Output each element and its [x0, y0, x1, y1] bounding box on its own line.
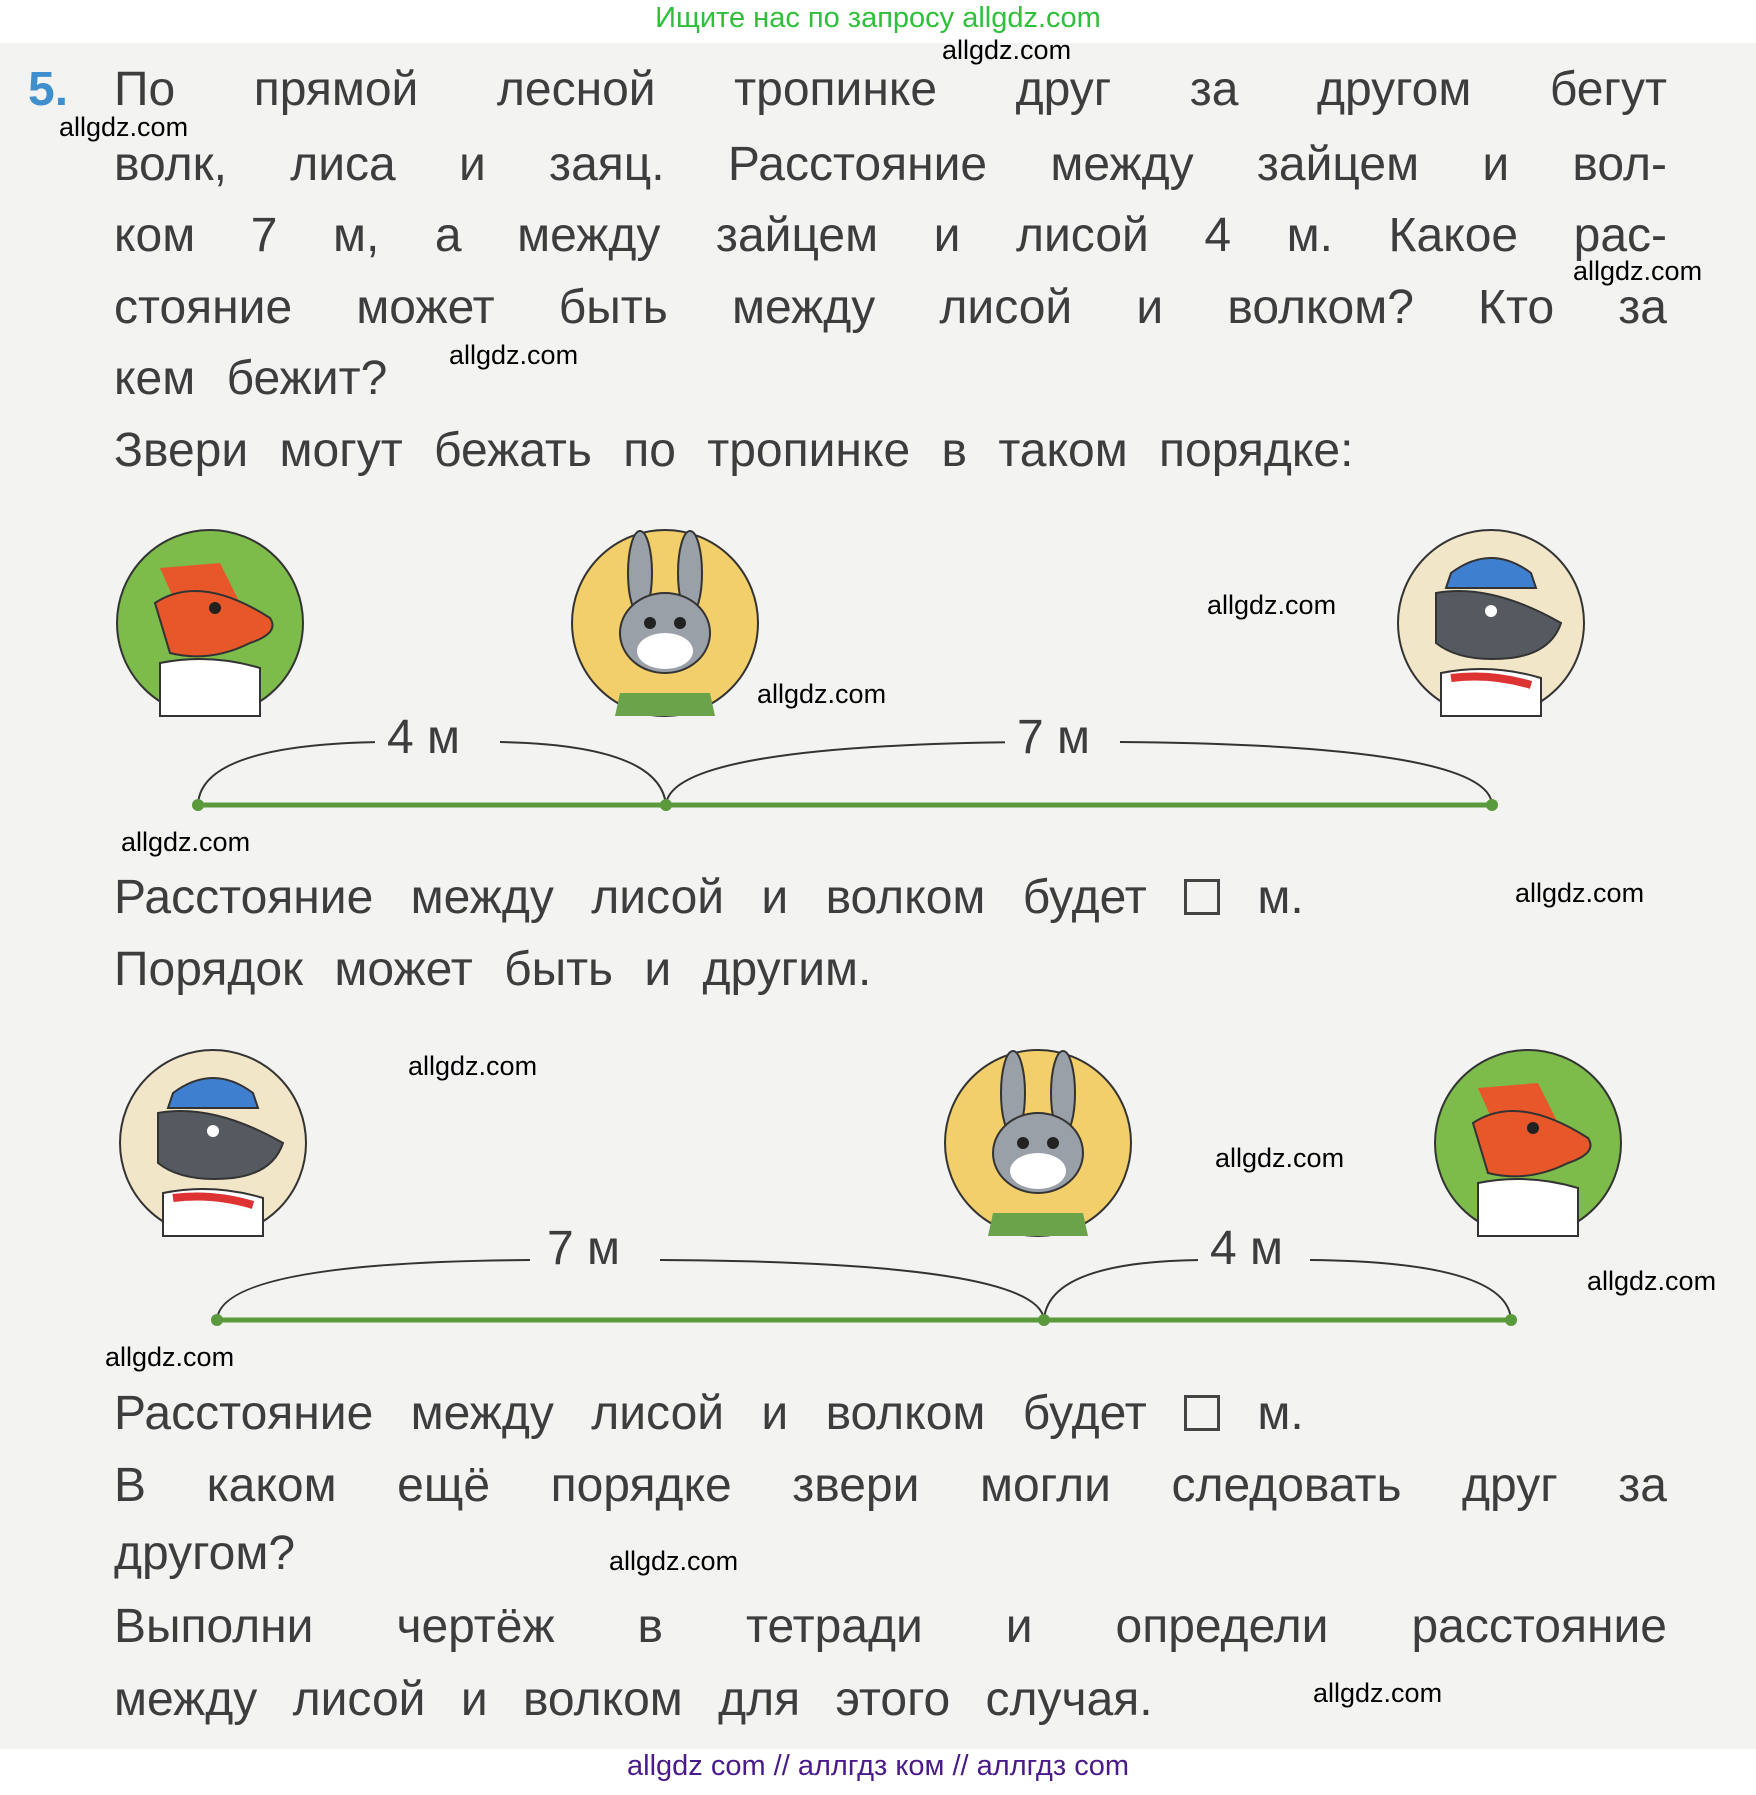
problem-line: волк, лиса и заяц. Расстояние между зайцем и вол-: [114, 138, 1667, 191]
watermark: allgdz.com: [1587, 1266, 1717, 1296]
hare-picture: [945, 1050, 1131, 1236]
problem-line: кем бежит?: [114, 352, 388, 405]
watermark: allgdz.com: [105, 1342, 235, 1372]
distance-label: 4 м: [1198, 1223, 1295, 1275]
distance-label: 4 м: [375, 712, 472, 764]
watermark: allgdz.com: [609, 1546, 739, 1576]
problem-line: стояние может быть между лисой и волком? Кто за: [114, 281, 1667, 334]
answer-text: Расстояние между лисой и волком будет: [114, 1387, 1147, 1440]
other-order-text: Порядок может быть и другим.: [114, 943, 872, 996]
hare-picture: [572, 530, 758, 716]
answer-unit: м.: [1257, 1387, 1304, 1440]
answer-text: Расстояние между лисой и волком будет: [114, 871, 1147, 924]
watermark: allgdz.com: [1313, 1678, 1443, 1708]
answer-unit: м.: [1257, 871, 1304, 924]
task-number: 5.: [28, 63, 69, 116]
watermark: allgdz.com: [449, 340, 579, 370]
question-line: между лисой и волком для этого случая.: [114, 1673, 1153, 1726]
watermark: allgdz.com: [121, 827, 251, 857]
watermark: allgdz.com: [408, 1051, 538, 1081]
answer-line-1: [114, 871, 1304, 924]
answer-box[interactable]: [1184, 1395, 1220, 1431]
question-line: В каком ещё порядке звери могли следовать друг за: [114, 1459, 1667, 1512]
distance-label: 7 м: [535, 1223, 632, 1275]
fox-picture: [117, 530, 303, 716]
distance-arcs-2: [217, 1260, 1511, 1320]
watermark: allgdz.com: [59, 112, 189, 142]
question-line: другом?: [114, 1527, 296, 1580]
problem-line: Звери могут бежать по тропинке в таком порядке:: [114, 424, 1354, 477]
wolf-picture: [1398, 530, 1584, 716]
watermark: allgdz.com: [942, 35, 1072, 65]
watermark: allgdz.com: [1215, 1143, 1345, 1173]
watermark: allgdz.com: [757, 679, 887, 709]
question-line: Выполни чертёж в тетради и определи расстояние: [114, 1600, 1667, 1653]
distance-label: 7 м: [1005, 712, 1102, 764]
watermark: allgdz.com: [1207, 590, 1337, 620]
watermark: allgdz.com: [1515, 878, 1645, 908]
fox-picture: [1435, 1050, 1621, 1236]
answer-line-2: [114, 1387, 1304, 1440]
wolf-picture: [120, 1050, 306, 1236]
answer-box[interactable]: [1184, 879, 1220, 915]
problem-line: По прямой лесной тропинке друг за другом бегут: [114, 63, 1667, 116]
bottom-watermark: allgdz com // аллгдз ком // аллгдз com: [627, 1750, 1129, 1782]
top-watermark: Ищите нас по запросу allgdz.com: [655, 2, 1101, 34]
watermark: allgdz.com: [1573, 256, 1703, 286]
problem-line: ком 7 м, а между зайцем и лисой 4 м. Какое рас-: [114, 209, 1667, 262]
